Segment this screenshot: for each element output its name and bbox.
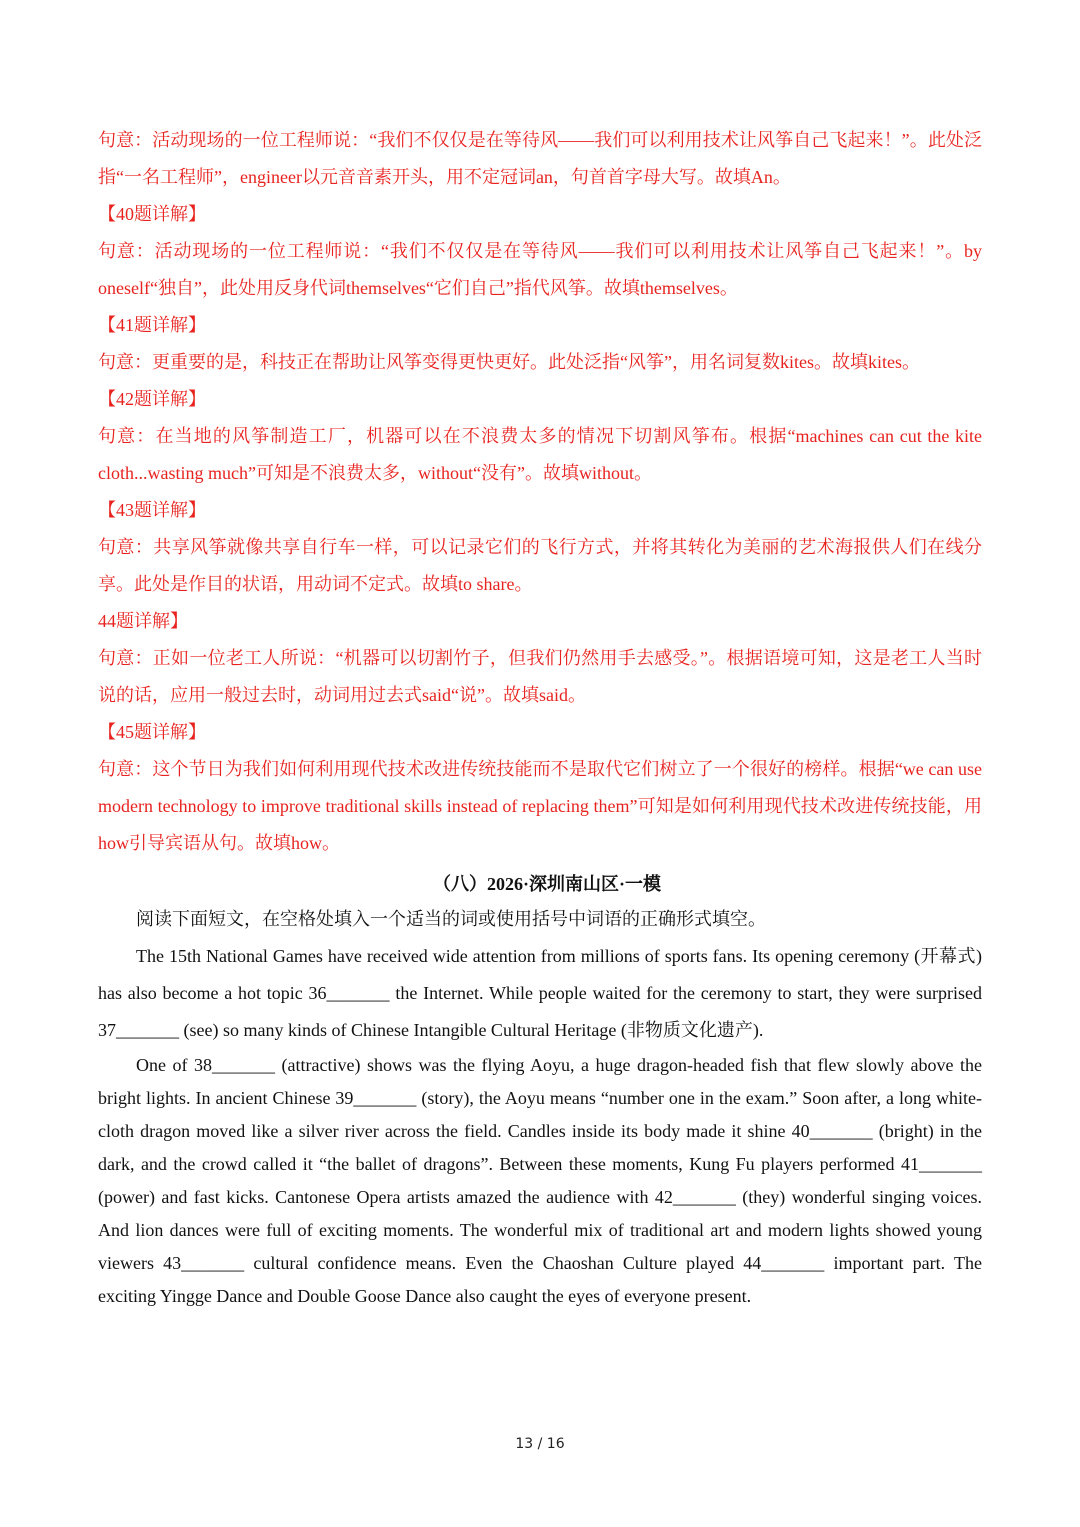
- exercise-passage: [98, 901, 982, 1313]
- explanation-40-text: 句意：活动现场的一位工程师说：“我们不仅仅是在等待风——我们可以利用技术让风筝自己飞起来！”。by oneself“独自”，此处用反身代词themselves“它们自己”指代风筝。故填themselves。: [98, 241, 982, 298]
- explanation-44-heading: 44题详解】: [98, 611, 188, 631]
- explanation-43-text: 句意：共享风筝就像共享自行车一样，可以记录它们的飞行方式，并将其转化为美丽的艺术海报供人们在线分享。此处是作目的状语，用动词不定式。故填to share。: [98, 537, 982, 594]
- exercise-instruction: 阅读下面短文，在空格处填入一个适当的词或使用括号中词语的正确形式填空。: [136, 909, 766, 929]
- explanation-40-heading: 【40题详解】: [98, 204, 206, 224]
- passage-paragraph-1: The 15th National Games have received wide attention from millions of sports fans. Its opening ceremony (开幕式) has also become a hot topic 36_______ the Internet. While people waited for the ceremony to start, they were surprised 37_______ (see) so many kinds of Chinese Intangible Cultural Heritage (非物质文化遗产).: [98, 946, 982, 1040]
- explanation-39-text: 句意：活动现场的一位工程师说：“我们不仅仅是在等待风——我们可以利用技术让风筝自己飞起来！”。此处泛指“一名工程师”，engineer以元音音素开头，用不定冠词an，句首首字母大写。故填An。: [98, 130, 982, 187]
- answer-explanations: [98, 122, 982, 862]
- explanation-42-heading: 【42题详解】: [98, 389, 206, 409]
- page-number: 13 / 16: [515, 1436, 565, 1452]
- explanation-44-text: 句意：正如一位老工人所说：“机器可以切割竹子，但我们仍然用手去感受。”。根据语境可知，这是老工人当时说的话，应用一般过去时，动词用过去式said“说”。故填said。: [98, 648, 982, 705]
- passage-paragraph-2: One of 38_______ (attractive) shows was the flying Aoyu, a huge dragon-headed fish that flew slowly above the bright lights. In ancient Chinese 39_______ (story), the Aoyu means “number one in the exam.” Soon after, a long white-cloth dragon moved like a silver river across the field. Candles inside its body made it shine 40_______ (bright) in the dark, and the crowd called it “the ballet of dragons”. Between these moments, Kung Fu players performed 41_______ (power) and fast kicks. Cantonese Opera artists amazed the audience with 42_______ (they) wonderful singing voices. And lion dances were full of exciting moments. The wonderful mix of traditional art and modern lights showed young viewers 43_______ cultural confidence means. Even the Chaoshan Culture played 44_______ important part. The exciting Yingge Dance and Double Goose Dance also caught the eyes of everyone present.: [98, 1055, 982, 1306]
- explanation-41-heading: 【41题详解】: [98, 315, 206, 335]
- explanation-43-heading: 【43题详解】: [98, 500, 206, 520]
- section-title: （八）2026·深圳南山区·一模: [432, 874, 661, 894]
- explanation-41-text: 句意：更重要的是，科技正在帮助让风筝变得更快更好。此处泛指“风筝”，用名词复数kites。故填kites。: [98, 352, 920, 372]
- document-page: [98, 122, 982, 1313]
- explanation-45-text: 句意：这个节日为我们如何利用现代技术改进传统技能而不是取代它们树立了一个很好的榜样。根据“we can use modern technology to improve traditional skills instead of replacing them”可知是如何利用现代技术改进传统技能，用how引导宾语从句。故填how。: [98, 759, 982, 853]
- explanation-45-heading: 【45题详解】: [98, 722, 206, 742]
- explanation-42-text: 句意：在当地的风筝制造工厂，机器可以在不浪费太多的情况下切割风筝布。根据“machines can cut the kite cloth...wasting much”可知是不浪费太多，without“没有”。故填without。: [98, 426, 982, 483]
